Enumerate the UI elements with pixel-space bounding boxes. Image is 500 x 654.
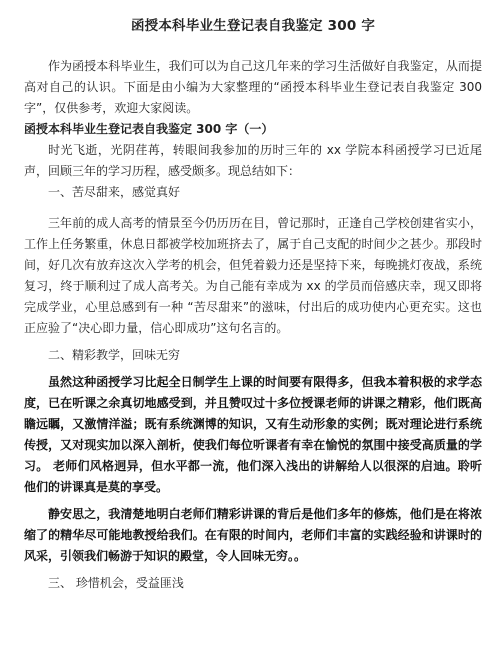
section-title: 函授本科毕业生登记表自我鉴定 300 字（一）: [24, 122, 274, 136]
paragraph-two: 虽然这种函授学习比起全日制学生上课的时间要有限得多，但我本着积极的求学态度，已在听课之余真切地感受到，并且赞叹过十多位授课老师的讲课之精彩，他们既高瞻远瞩，又激情洋溢；既有系统渊博的知识，又有生动形象的实例；既对理论进行系统传授，又对现实加以深入剖析，使我们每位听课者有幸在愉悦的氛围中接受高质量的学习。 老师们风格迥异，但水平都一流，他们深入浅出的讲解给人以很深的启迪。聆听他们的讲课真是莫的享受。: [24, 375, 482, 494]
heading-two: 二、精彩教学，回味无穷: [48, 348, 181, 362]
heading-one: 一、苦尽甜来，感觉真好: [48, 185, 181, 199]
opening-paragraph: 时光飞逝，光阴荏苒，转眼间我参加的历时三年的 xx 学院本科函授学习已近尾声，回顾三年的学习历程，感受颇多。现总结如下：: [24, 143, 482, 178]
document-title: 函授本科毕业生登记表自我鉴定 300 字: [130, 18, 376, 34]
paragraph-three: 静安思之，我清楚地明白老师们精彩讲课的背后是他们多年的修炼，他们是在将浓缩了的精华尽可能地教授给我们。在有限的时间内，老师们丰富的实践经验和讲课时的风采，引领我们畅游于知识的殿堂，令人回味无穷。。: [24, 507, 482, 563]
intro-paragraph: 作为函授本科毕业生，我们可以为自己这几年来的学习生活做好自我鉴定，从而提高对自己的认识。下面是由小编为大家整理的“函授本科毕业生登记表自我鉴定 300 字”，仅供参考，欢迎大家阅读。: [24, 59, 482, 115]
paragraph-one: 三年前的成人高考的情景至今仍历历在目，曾记那时，正逢自己学校创建省实小，工作上任务繁重，休息日都被学校加班挤去了，属于自己支配的时间少之甚少。那段时间，好几次有放弃这次入学考的机会，但凭着毅力还是坚持下来，每晚挑灯夜战，系统复习，终于顺利过了成人高考关。为自己能有幸成为 xx 的学员而倍感庆幸，现又即将完成学业，心里总感到有一种 “苦尽甜来”的滋味，付出后的成功使内心更充实。这也正应验了“决心即力量，信心即成功”这句名言的。: [24, 216, 482, 335]
heading-three: 三、 珍惜机会，受益匪浅: [48, 576, 184, 590]
